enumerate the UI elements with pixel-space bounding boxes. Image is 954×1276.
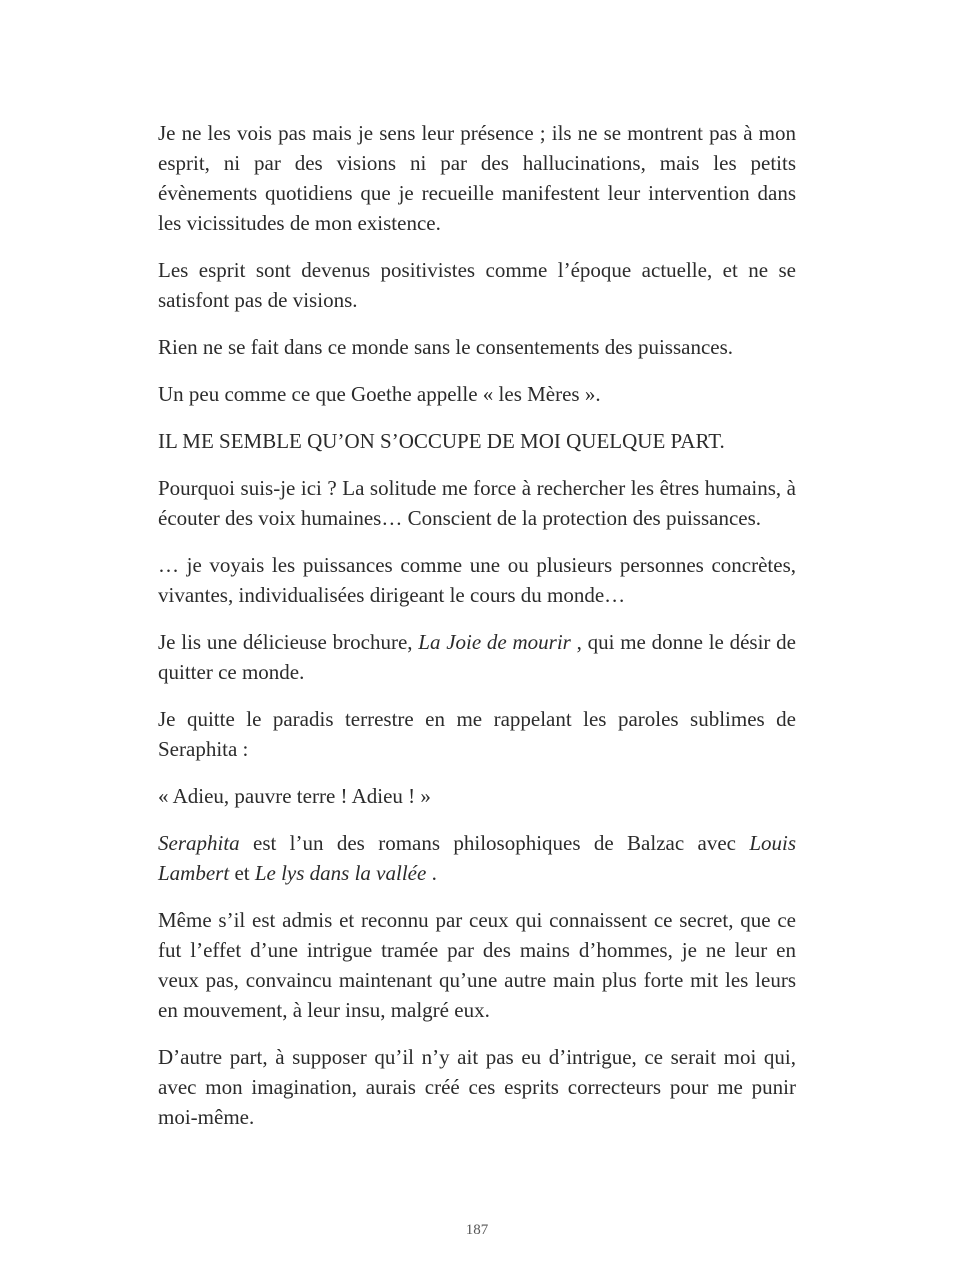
paragraph-meme: Même s’il est admis et reconnu par ceux qui connaissent ce secret, que ce fut l’effet d’une intrigue tramée par des mains d’hommes, je ne leur en veux pas, convaincu maintenant qu’une autre main plus forte mit les leurs en mouvement, à leur insu, malgré eux.: [158, 908, 796, 1022]
balzac-text-3: .: [426, 861, 437, 885]
balzac-text-1: est l’un des romans philosophiques de Balzac avec: [239, 831, 750, 855]
paragraph-balzac: [158, 828, 796, 888]
paragraph-joie: [158, 627, 796, 687]
paragraph-voyais: … je voyais les puissances comme une ou plusieurs personnes concrètes, vivantes, individualisées dirigeant le cours du monde…: [158, 553, 796, 607]
paragraph-pourquoi: Pourquoi suis-je ici ? La solitude me force à rechercher les êtres humains, à écouter des voix humaines… Conscient de la protection des puissances.: [158, 476, 796, 530]
paragraph-dautre: D’autre part, à supposer qu’il n’y ait pas eu d’intrigue, ce serait moi qui, avec mon imagination, aurais créé ces esprits correcteurs pour me punir moi-même.: [158, 1045, 796, 1129]
paragraph-positivistes: Les esprit sont devenus positivistes comme l’époque actuelle, et ne se satisfont pas de visions.: [158, 258, 796, 312]
book-title-joie: La Joie de mourir: [418, 630, 571, 654]
paragraph-presence: Je ne les vois pas mais je sens leur présence ; ils ne se montrent pas à mon esprit, ni par des visions ni par des hallucinations, mais les petits évènements quotidiens que je recueille manifestent leur intervention dans les vicissitudes de mon existence.: [158, 121, 796, 235]
joie-after: , qui me donne le désir de quitter ce monde.: [158, 630, 796, 684]
paragraph-consentements: Rien ne se fait dans ce monde sans le consentements des puissances.: [158, 335, 734, 359]
book-title-louis-lambert: Louis Lambert: [158, 831, 796, 885]
paragraph-uppercase: IL ME SEMBLE QU’ON S’OCCUPE DE MOI QUELQUE PART.: [158, 429, 725, 453]
paragraph-goethe: Un peu comme ce que Goethe appelle « les Mères ».: [158, 382, 601, 406]
book-title-seraphita: Seraphita: [158, 831, 240, 855]
paragraph-adieu: « Adieu, pauvre terre ! Adieu ! »: [158, 784, 431, 808]
book-title-lys: Le lys dans la vallée: [254, 861, 427, 885]
joie-before: Je lis une délicieuse brochure,: [158, 630, 419, 654]
balzac-text-2: et: [229, 861, 255, 885]
page-number: 187: [465, 1222, 489, 1238]
body-text: [158, 118, 796, 1149]
paragraph-paradis: Je quitte le paradis terrestre en me rappelant les paroles sublimes de Seraphita :: [158, 707, 796, 761]
